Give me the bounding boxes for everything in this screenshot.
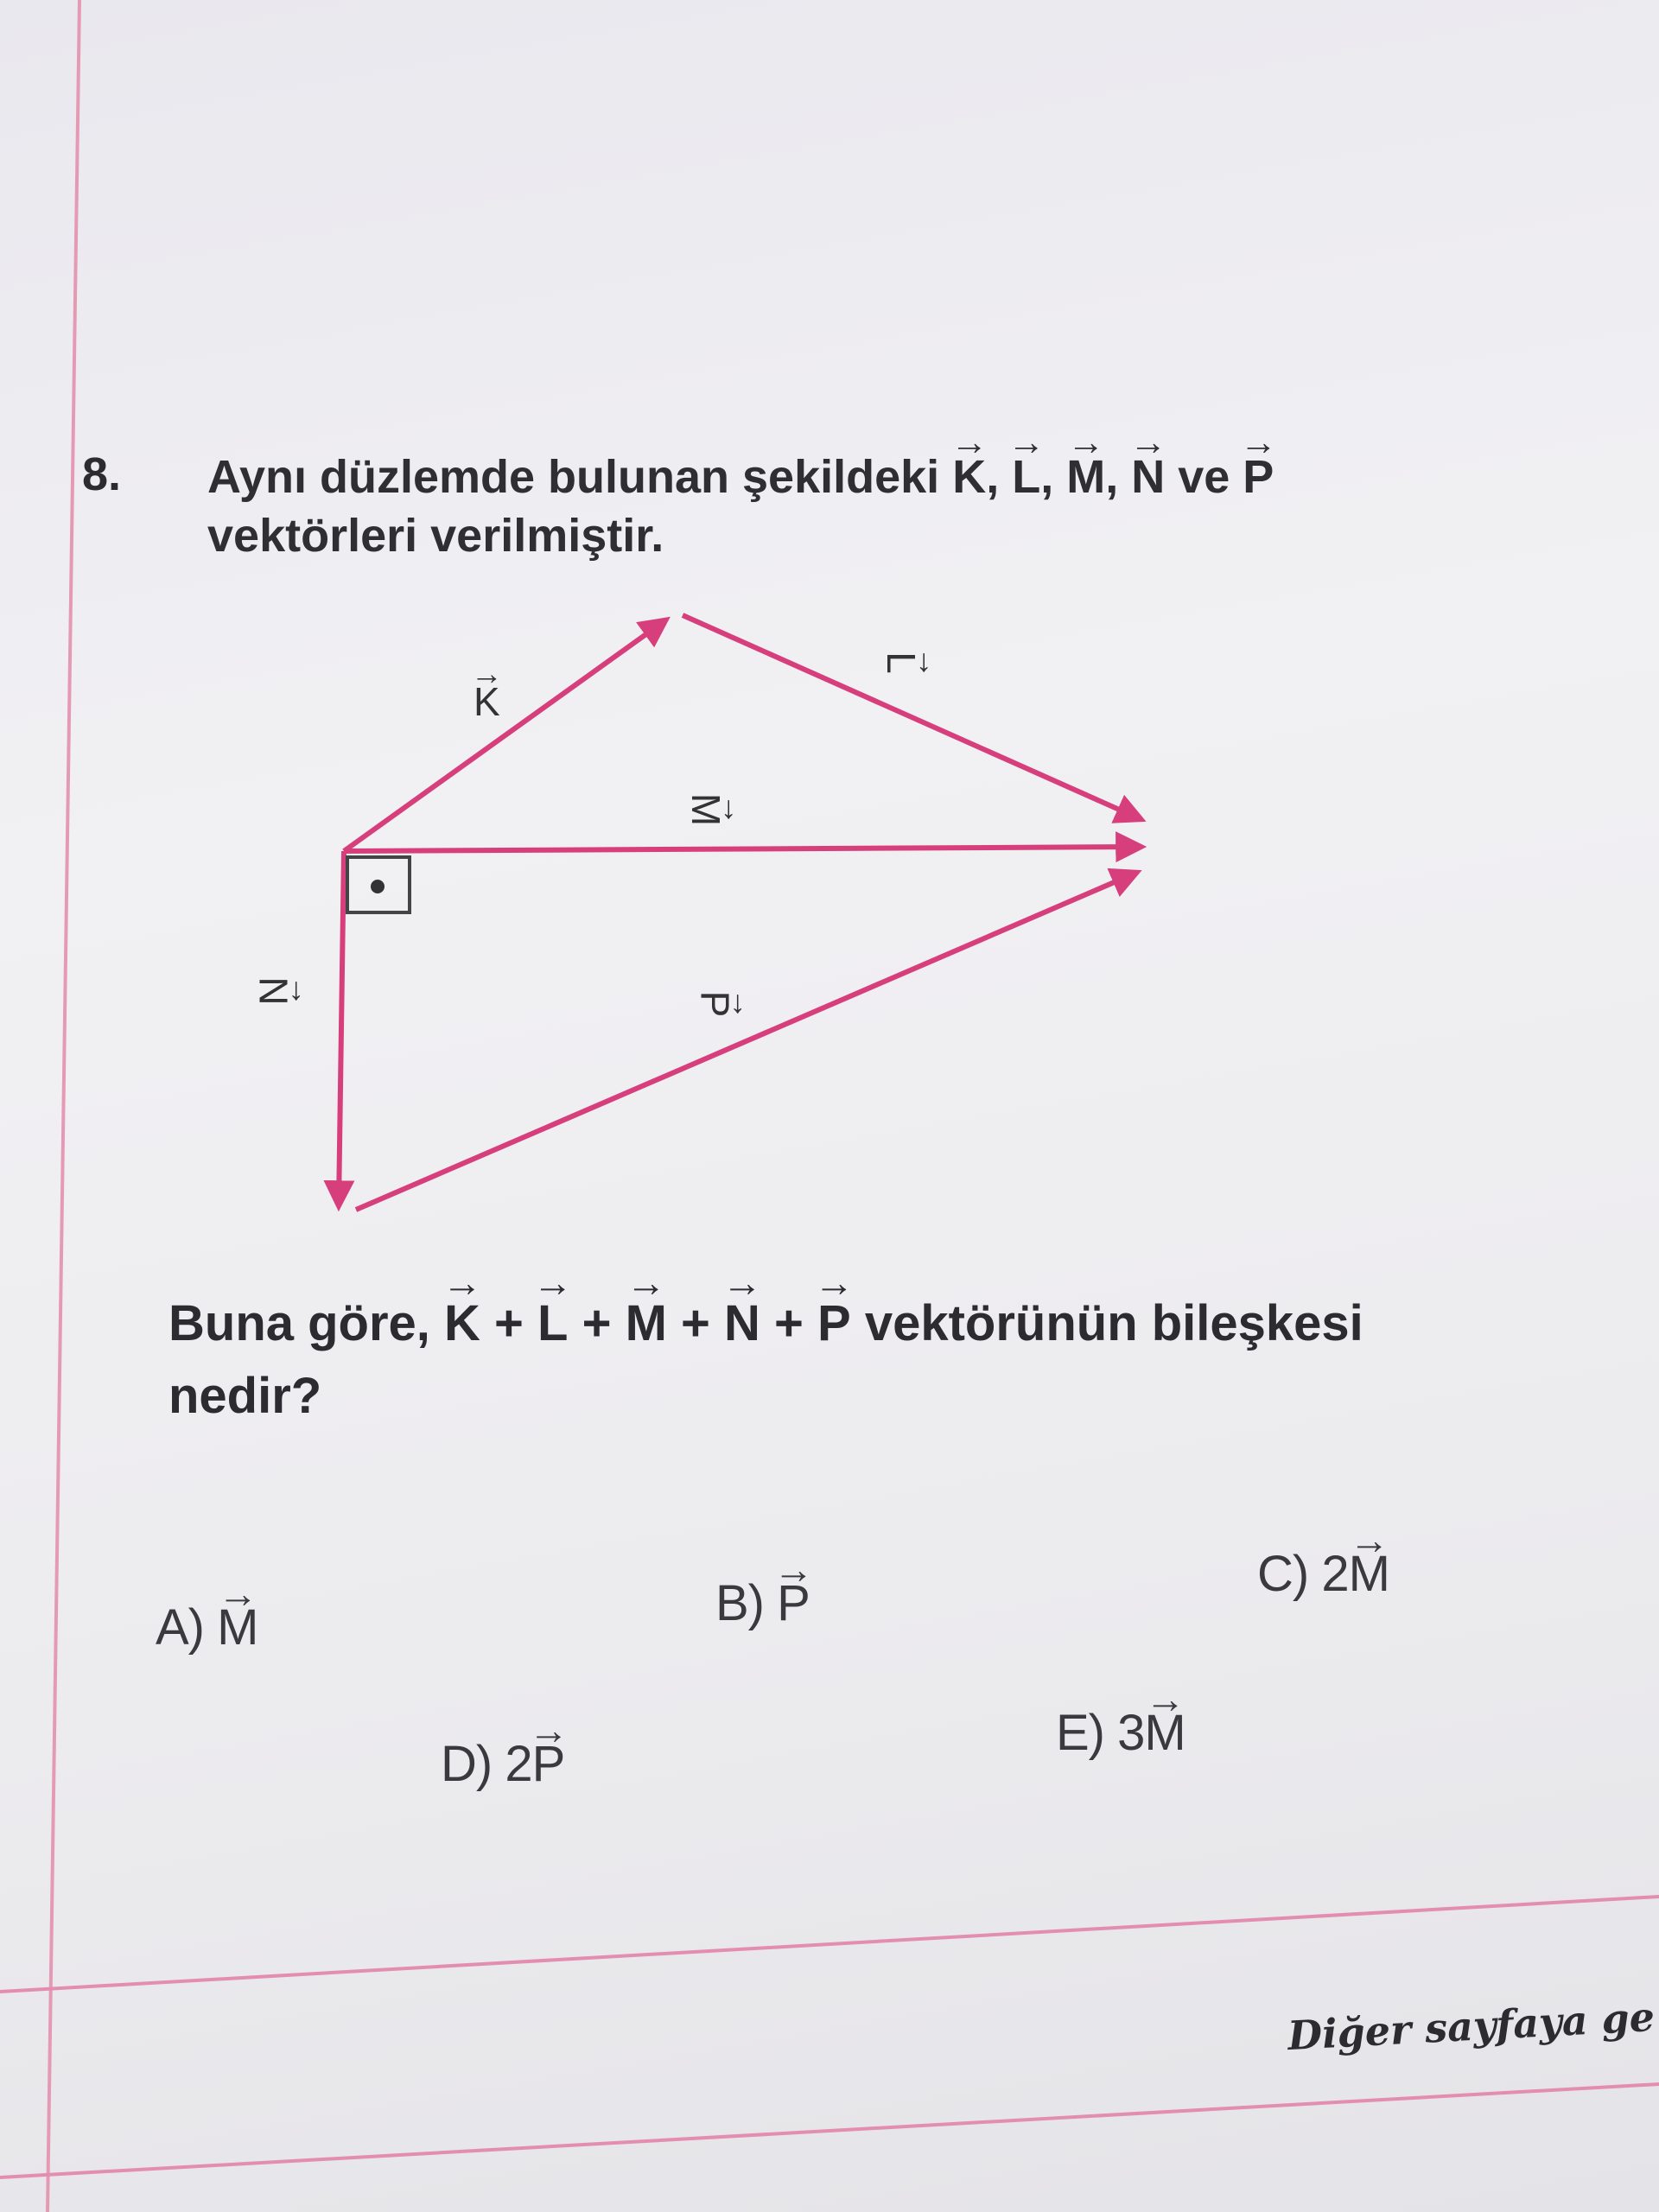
label-k: → K [474, 678, 500, 725]
label-p: → P [691, 991, 738, 1018]
stem-line-2: vektörleri verilmiştir. [207, 510, 664, 562]
stem-vector-m: → M [1066, 448, 1105, 506]
option-c[interactable]: C) 2→ M [1257, 1545, 1389, 1603]
stem-vector-n: → N [1131, 448, 1165, 506]
right-angle-dot [371, 880, 385, 893]
option-e[interactable]: E) 3→ M [1056, 1704, 1185, 1762]
prompt-prefix: Buna göre, [168, 1295, 445, 1351]
sum-p: → P [817, 1287, 851, 1360]
option-b[interactable]: B) → P [715, 1574, 810, 1632]
stem-vector-k: → K [952, 448, 986, 506]
stem-prefix: Aynı düzlemde bulunan şekildeki [207, 451, 953, 503]
vector-p-arrow [356, 873, 1136, 1210]
option-a[interactable]: A) → M [156, 1599, 257, 1656]
option-d[interactable]: D) 2→ P [441, 1735, 564, 1793]
label-m: → M [683, 793, 729, 826]
stem-vector-p: → P [1243, 448, 1274, 506]
stem-vector-l: → L [1012, 448, 1040, 506]
question-prompt [168, 1287, 1363, 1433]
question-number: 8. [82, 448, 122, 500]
stem-joiner: ve [1165, 451, 1243, 503]
vector-k-arrow [344, 620, 665, 851]
next-page-note: Diğer sayfaya ge [1286, 1993, 1656, 2060]
prompt-line-2: nedir? [168, 1368, 322, 1424]
label-n: → N [251, 976, 297, 1005]
vector-l-arrow [683, 615, 1141, 819]
stem-line-1: Aynı düzlemde bulunan şekildeki → K, → L, → M, → N ve → P [207, 448, 1274, 506]
vector-n-arrow [339, 851, 344, 1205]
sum-m: → M [626, 1287, 667, 1360]
sum-k: → K [444, 1287, 480, 1360]
prompt-line-1: Buna göre, → K + → L + → M + → N + → P vektörünün bileşkesi [168, 1287, 1363, 1360]
sum-l: → L [537, 1287, 568, 1360]
label-l: → L [878, 652, 925, 674]
vector-m-arrow [344, 847, 1141, 851]
sum-n: → N [724, 1287, 760, 1360]
prompt-suffix: vektörünün bileşkesi [850, 1295, 1363, 1351]
